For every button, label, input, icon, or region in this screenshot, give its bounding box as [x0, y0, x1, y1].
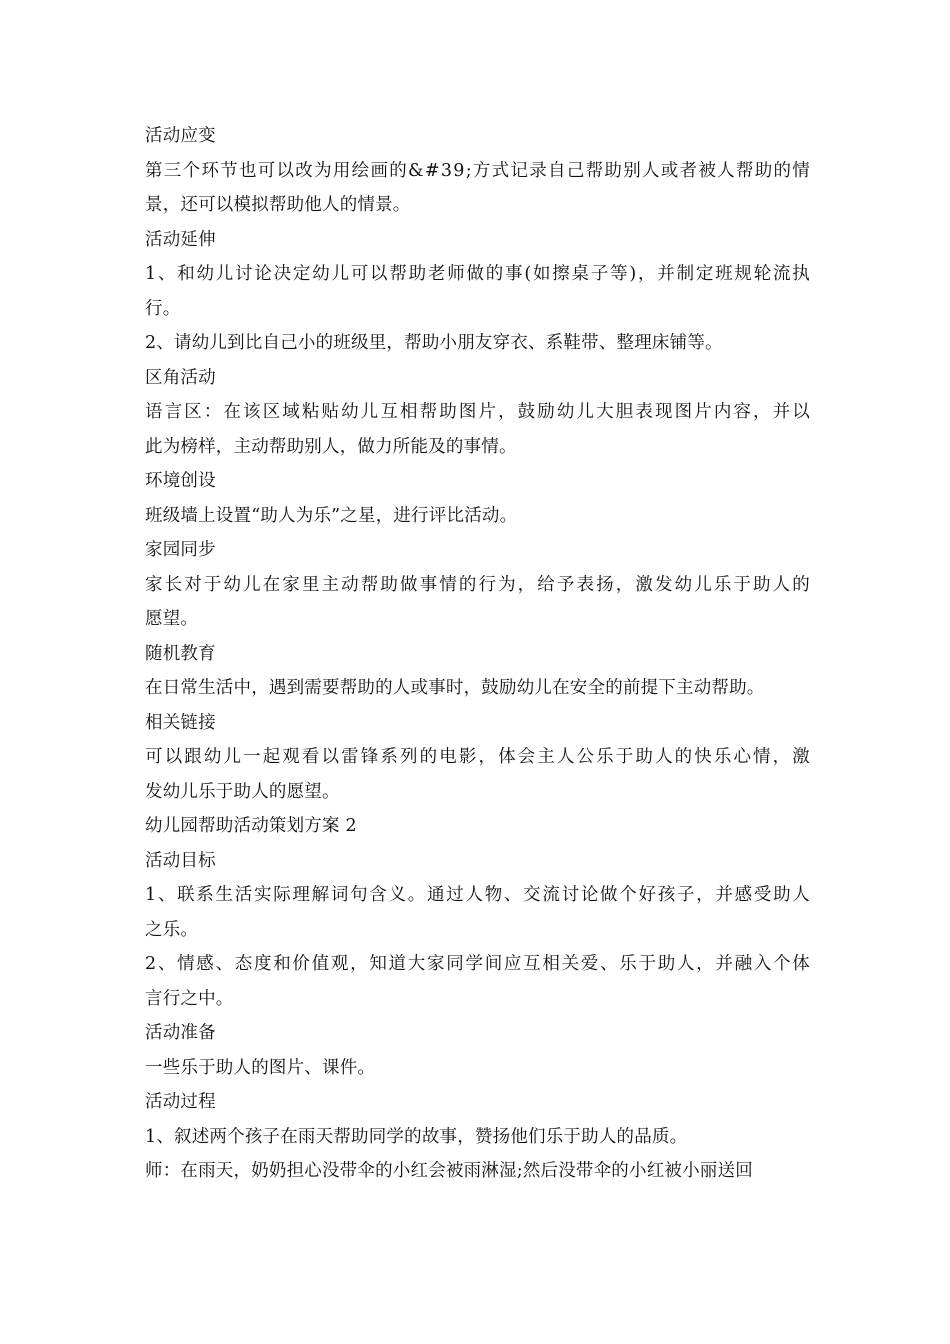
- paragraph: [145, 154, 810, 223]
- paragraph: [145, 499, 810, 534]
- paragraph-line: 1、叙述两个孩子在雨天帮助同学的故事，赞扬他们乐于助人的品质。: [145, 1126, 688, 1147]
- section-heading: 环境创设: [145, 471, 216, 491]
- paragraph-line: 2、情感、态度和价值观，知道大家同学间应互相关爱、乐于助人，并融入个体: [145, 954, 812, 974]
- paragraph-line: 师：在雨天，奶奶担心没带伞的小红会被雨淋湿;然后没带伞的小红被小丽送回: [145, 1161, 753, 1181]
- document-page: [145, 119, 810, 1189]
- section-heading: 相关链接: [145, 712, 216, 733]
- paragraph-line: 第三个环节也可以改为用绘画的&#39;方式记录自己帮助别人或者被人帮助的情: [145, 160, 812, 181]
- section-heading: 随机教育: [145, 643, 216, 664]
- paragraph: [145, 568, 810, 637]
- paragraph: [145, 1154, 810, 1189]
- paragraph: [145, 1120, 810, 1155]
- section-heading: 幼儿园帮助活动策划方案 2: [145, 816, 357, 836]
- paragraph-line: 行。: [145, 298, 181, 319]
- section-heading: 活动目标: [145, 850, 216, 871]
- paragraph-line: 愿望。: [145, 609, 199, 629]
- section-heading: 家园同步: [145, 540, 216, 560]
- paragraph-line: 家长对于幼儿在家里主动帮助做事情的行为，给予表扬，激发幼儿乐于助人的: [145, 574, 812, 595]
- section-heading: 活动延伸: [145, 229, 216, 250]
- paragraph-line: 班级墙上设置“助人为乐”之星，进行评比活动。: [145, 505, 518, 526]
- paragraph-line: 发幼儿乐于助人的愿望。: [145, 781, 340, 802]
- paragraph: [145, 326, 810, 361]
- section-heading: 活动过程: [145, 1092, 216, 1112]
- paragraph-line: 1、和幼儿讨论决定幼儿可以帮助老师做的事(如擦桌子等)，并制定班规轮流执: [145, 264, 812, 284]
- section-heading: 活动应变: [145, 126, 216, 146]
- paragraph: [145, 740, 810, 809]
- paragraph: [145, 878, 810, 947]
- paragraph-line: 语言区：在该区域粘贴幼儿互相帮助图片，鼓励幼儿大胆表现图片内容，并以: [145, 402, 812, 422]
- paragraph-line: 之乐。: [145, 919, 199, 940]
- paragraph: [145, 947, 810, 1016]
- paragraph-line: 景，还可以模拟帮助他人的情景。: [145, 195, 411, 215]
- paragraph-line: 2、请幼儿到比自己小的班级里，帮助小朋友穿衣、系鞋带、整理床铺等。: [145, 333, 723, 353]
- paragraph: [145, 1051, 810, 1086]
- paragraph-line: 在日常生活中，遇到需要帮助的人或事时，鼓励幼儿在安全的前提下主动帮助。: [145, 678, 765, 698]
- paragraph: [145, 395, 810, 464]
- section-heading: 活动准备: [145, 1023, 216, 1043]
- paragraph: [145, 257, 810, 326]
- paragraph-line: 可以跟幼儿一起观看以雷锋系列的电影，体会主人公乐于助人的快乐心情，激: [145, 747, 812, 767]
- section-heading: 区角活动: [145, 367, 216, 388]
- paragraph: [145, 671, 810, 706]
- paragraph-line: 1、联系生活实际理解词句含义。通过人物、交流讨论做个好孩子，并感受助人: [145, 885, 812, 905]
- paragraph-line: 此为榜样，主动帮助别人，做力所能及的事情。: [145, 436, 517, 457]
- paragraph-line: 一些乐于助人的图片、课件。: [145, 1057, 376, 1078]
- paragraph-line: 言行之中。: [145, 988, 234, 1009]
